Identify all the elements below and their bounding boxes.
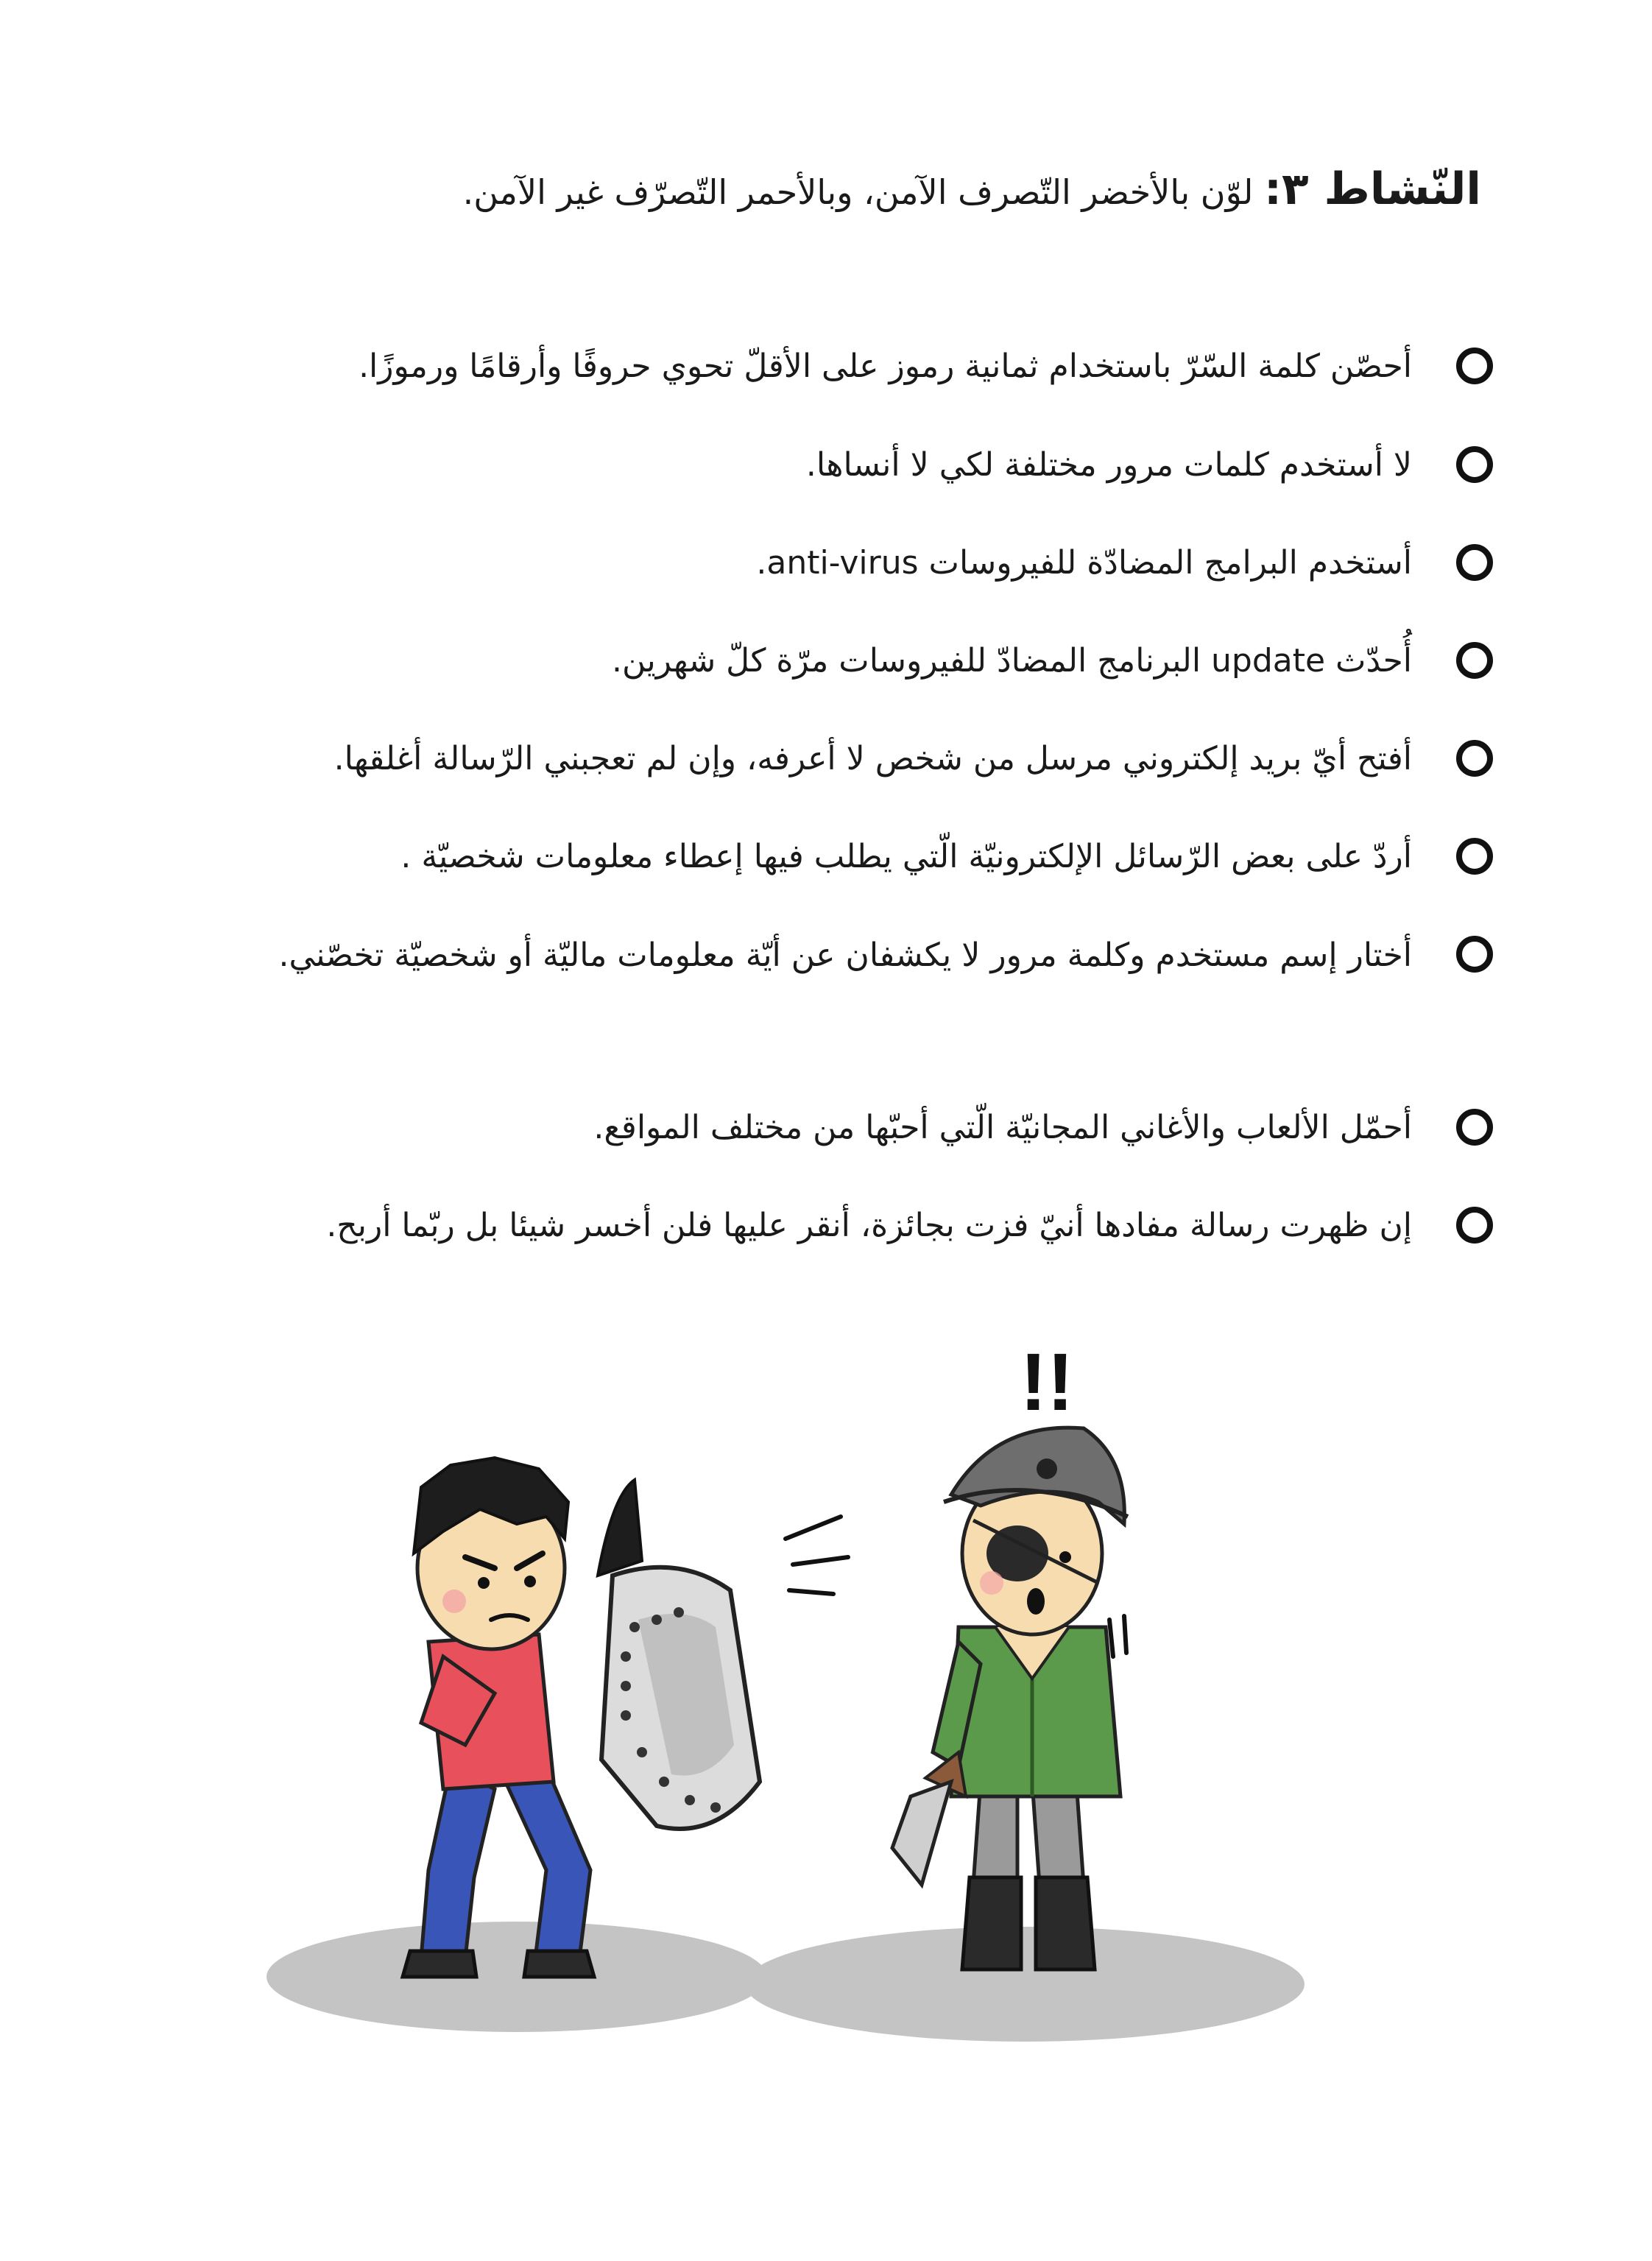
list-item xyxy=(168,835,1493,879)
radio-button[interactable] xyxy=(1456,936,1493,973)
item-text: أحمّل الألعاب والأغاني المجانيّة الّتي أحبّها من مختلف المواقع. xyxy=(593,1109,1412,1146)
ground-shadow-left xyxy=(266,1922,767,2032)
radio-button[interactable] xyxy=(1456,446,1493,483)
item-text: أفتح أيّ بريد إلكتروني مرسل من شخص لا أعرفه، وإن لم تعجبني الرّسالة أغلقها. xyxy=(333,740,1412,777)
boy-figure xyxy=(403,1458,594,1977)
radio-button[interactable] xyxy=(1456,642,1493,679)
pirate-figure xyxy=(892,1428,1128,1969)
item-text: أردّ على بعض الرّسائل الإلكترونيّة الّتي يطلب فيها إعطاء معلومات شخصيّة . xyxy=(400,838,1412,875)
item-text: أُحدّث update البرنامج المضادّ للفيروسات مرّة كلّ شهرين. xyxy=(612,642,1412,680)
activity-instruction: لوّن بالأخضر التّصرف الآمن، وبالأحمر التّصرّف غير الآمن. xyxy=(462,172,1254,212)
list-item xyxy=(168,639,1493,683)
exclamation-marks: !! xyxy=(1020,1337,1074,1428)
item-text: أستخدم البرامج المضادّة للفيروسات anti-virus. xyxy=(756,544,1412,582)
list-item xyxy=(168,1204,1493,1248)
radio-button[interactable] xyxy=(1456,544,1493,581)
item-text: إن ظهرت رسالة مفادها أنيّ فزت بجائزة، أنقر عليها فلن أخسر شيئا بل ربّما أربح. xyxy=(326,1207,1412,1244)
list-item xyxy=(168,1106,1493,1150)
item-text: لا أستخدم كلمات مرور مختلفة لكي لا أنساها. xyxy=(805,446,1412,484)
shield-icon xyxy=(598,1480,848,1829)
list-item xyxy=(168,345,1493,389)
radio-button[interactable] xyxy=(1456,1109,1493,1146)
list-item xyxy=(168,541,1493,585)
radio-button[interactable] xyxy=(1456,740,1493,777)
ground-shadow-right xyxy=(745,1927,1305,2042)
list-item xyxy=(168,933,1493,998)
activity-label: النّشاط ٣: xyxy=(1264,163,1481,215)
radio-button[interactable] xyxy=(1456,348,1493,384)
cartoon-illustration xyxy=(200,1311,1481,2113)
item-text: أختار إسم مستخدم وكلمة مرور لا يكشفان عن أيّة معلومات ماليّة أو شخصيّة تخصّني. xyxy=(278,937,1412,974)
list-item xyxy=(168,737,1493,781)
radio-button[interactable] xyxy=(1456,838,1493,875)
radio-button[interactable] xyxy=(1456,1207,1493,1244)
item-text: أحصّن كلمة السّرّ باستخدام ثمانية رموز على الأقلّ تحوي حروفًا وأرقامًا ورموزًا. xyxy=(359,348,1412,385)
list-item xyxy=(168,443,1493,487)
activity-heading xyxy=(377,163,1481,218)
